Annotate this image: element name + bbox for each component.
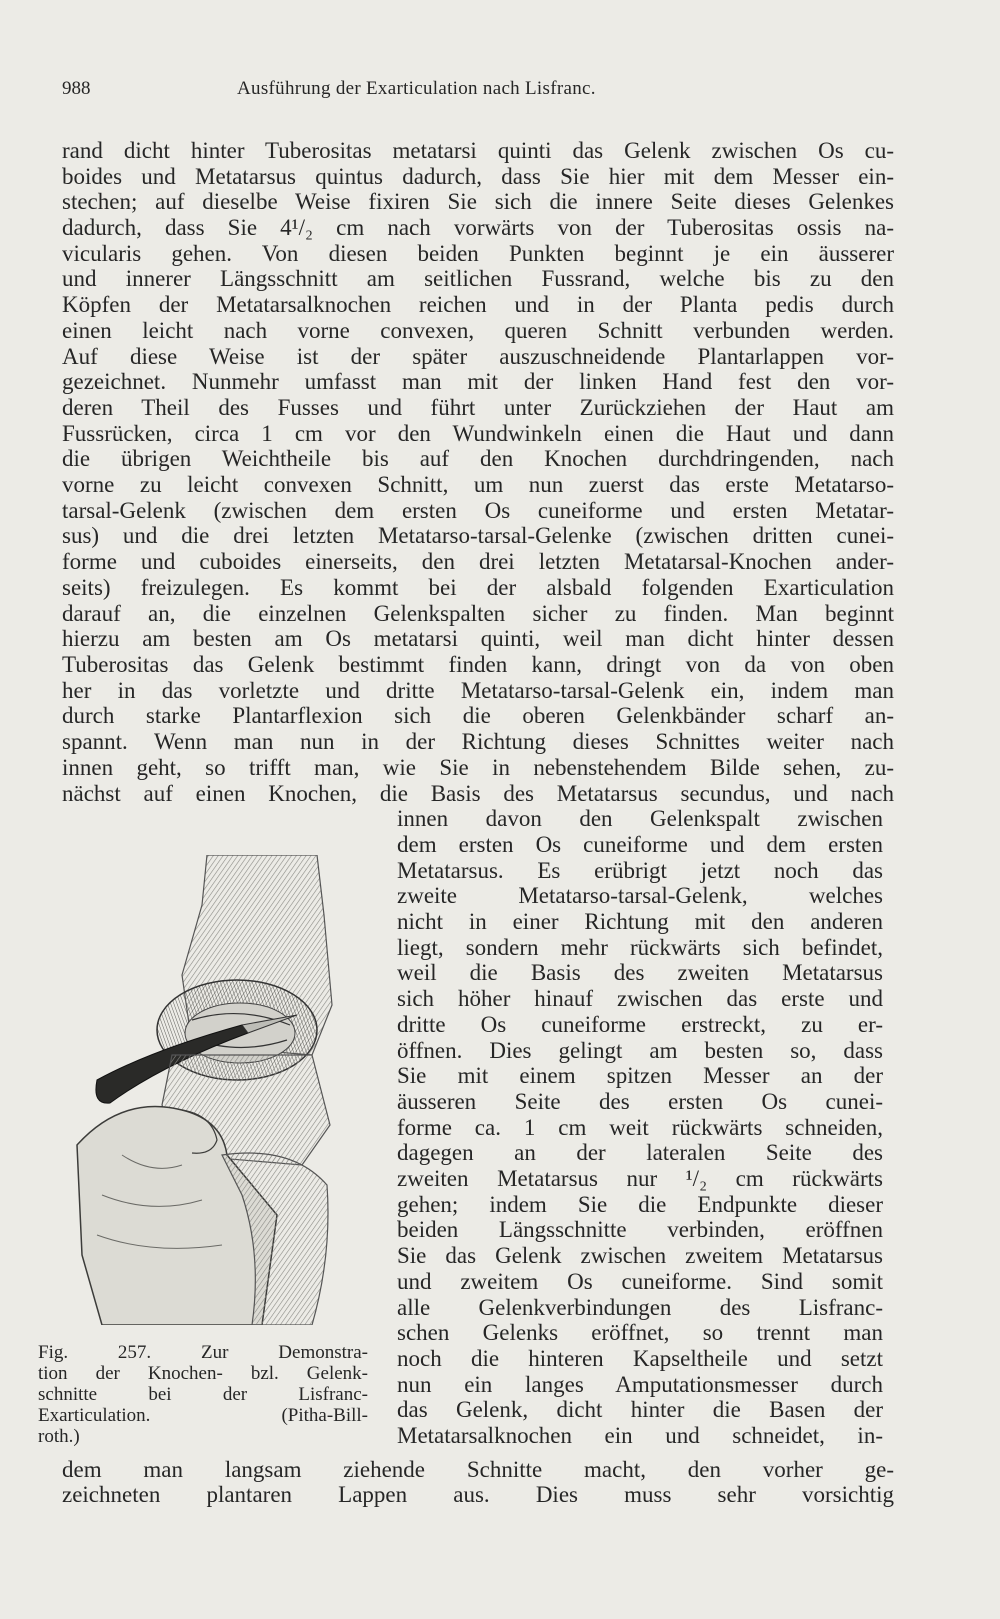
text-line: innen geht, so trifft man, wie Sie in nebenstehendem Bilde sehen, zu- bbox=[62, 755, 894, 780]
text-line: Auf diese Weise ist der später auszuschneidende Plantarlappen vor- bbox=[62, 344, 894, 369]
text-line: das Gelenk, dicht hinter die Basen der bbox=[397, 1397, 883, 1422]
page-header bbox=[62, 78, 902, 110]
text-line: dem ersten Os cuneiforme und dem ersten bbox=[397, 832, 883, 857]
text-line: her in das vorletzte und dritte Metatarso-tarsal-Gelenk ein, indem man bbox=[62, 678, 894, 703]
text-line: Tuberositas das Gelenk bestimmt finden kann, dringt von da von oben bbox=[62, 652, 894, 677]
text-line: schen Gelenks eröffnet, so trennt man bbox=[397, 1320, 883, 1345]
text-line: Metatarsalknochen ein und schneidet, in- bbox=[397, 1423, 883, 1448]
text-line: vorne zu leicht convexen Schnitt, um nun zuerst das erste Metatarso- bbox=[62, 472, 894, 497]
text-line: gehen; indem Sie die Endpunkte dieser bbox=[397, 1192, 883, 1217]
text-line: Fussrücken, circa 1 cm vor den Wundwinkeln einen die Haut und dann bbox=[62, 421, 894, 446]
text-line: boides und Metatarsus quintus dadurch, dass Sie hier mit dem Messer ein- bbox=[62, 164, 894, 189]
text-line: rand dicht hinter Tuberositas metatarsi quinti das Gelenk zwischen Os cu- bbox=[62, 138, 894, 163]
text-line: und innerer Längsschnitt am seitlichen Fussrand, welche bis zu den bbox=[62, 266, 894, 291]
caption-line: Fig. 257. Zur Demonstra- bbox=[38, 1342, 368, 1363]
text-line: liegt, sondern mehr rückwärts sich befindet, bbox=[397, 935, 883, 960]
text-line: nicht in einer Richtung mit den anderen bbox=[397, 909, 883, 934]
caption-line: Exarticulation. (Pitha-Bill- bbox=[38, 1405, 368, 1426]
text-line: zweiten Metatarsus nur ¹/₂ cm rückwärts bbox=[397, 1166, 883, 1191]
text-line: Sie mit einem spitzen Messer an der bbox=[397, 1063, 883, 1088]
surgical-illustration bbox=[62, 855, 372, 1325]
text-line: darauf an, die einzelnen Gelenkspalten sicher zu finden. Man beginnt bbox=[62, 601, 894, 626]
text-line: nächst auf einen Knochen, die Basis des Metatarsus secundus, und nach bbox=[62, 781, 894, 806]
text-line: sich höher hinauf zwischen das erste und bbox=[397, 986, 883, 1011]
text-line: Sie das Gelenk zwischen zweitem Metatarsus bbox=[397, 1243, 883, 1268]
text-line: vicularis gehen. Von diesen beiden Punkten beginnt je ein äusserer bbox=[62, 241, 894, 266]
text-line: tarsal-Gelenk (zwischen dem ersten Os cuneiforme und ersten Metatar- bbox=[62, 498, 894, 523]
text-line: stechen; auf dieselbe Weise fixiren Sie sich die innere Seite dieses Gelenkes bbox=[62, 189, 894, 214]
text-line: sus) und die drei letzten Metatarso-tarsal-Gelenke (zwischen dritten cunei- bbox=[62, 523, 894, 548]
text-line: forme ca. 1 cm weit rückwärts schneiden, bbox=[397, 1115, 883, 1140]
text-line: äusseren Seite des ersten Os cunei- bbox=[397, 1089, 883, 1114]
text-line: dagegen an der lateralen Seite des bbox=[397, 1140, 883, 1165]
text-line: zweite Metatarso-tarsal-Gelenk, welches bbox=[397, 883, 883, 908]
text-line: alle Gelenkverbindungen des Lisfranc- bbox=[397, 1295, 883, 1320]
text-line: gezeichnet. Nunmehr umfasst man mit der linken Hand fest den vor- bbox=[62, 369, 894, 394]
text-line: beiden Längsschnitte verbinden, eröffnen bbox=[397, 1217, 883, 1242]
figure-caption bbox=[38, 1342, 368, 1447]
running-title: Ausführung der Exarticulation nach Lisfranc. bbox=[237, 78, 596, 99]
text-line: einen leicht nach vorne convexen, queren Schnitt verbunden werden. bbox=[62, 318, 894, 343]
text-line: Köpfen der Metatarsalknochen reichen und in der Planta pedis durch bbox=[62, 292, 894, 317]
text-line: und zweitem Os cuneiforme. Sind somit bbox=[397, 1269, 883, 1294]
caption-line: tion der Knochen- bzl. Gelenk- bbox=[38, 1363, 368, 1384]
text-line: forme und cuboides einerseits, den drei letzten Metatarsal-Knochen ander- bbox=[62, 549, 894, 574]
caption-line: roth.) bbox=[38, 1426, 80, 1447]
text-line: seits) freizulegen. Es kommt bei der alsbald folgenden Exarticulation bbox=[62, 575, 894, 600]
text-line: Metatarsus. Es erübrigt jetzt noch das bbox=[397, 858, 883, 883]
text-line: nun ein langes Amputationsmesser durch bbox=[397, 1372, 883, 1397]
text-line: dem man langsam ziehende Schnitte macht, den vorher ge- bbox=[62, 1457, 894, 1482]
text-line: hierzu am besten am Os metatarsi quinti, weil man dicht hinter dessen bbox=[62, 626, 894, 651]
page-number: 988 bbox=[62, 78, 91, 99]
text-line: dadurch, dass Sie 4¹/₂ cm nach vorwärts von der Tuberositas ossis na- bbox=[62, 215, 894, 240]
text-line: spannt. Wenn man nun in der Richtung dieses Schnittes weiter nach bbox=[62, 729, 894, 754]
text-line: durch starke Plantarflexion sich die oberen Gelenkbänder scharf an- bbox=[62, 703, 894, 728]
text-line: die übrigen Weichtheile bis auf den Knochen durchdringenden, nach bbox=[62, 446, 894, 471]
text-line: noch die hinteren Kapseltheile und setzt bbox=[397, 1346, 883, 1371]
text-line: weil die Basis des zweiten Metatarsus bbox=[397, 960, 883, 985]
text-line: deren Theil des Fusses und führt unter Zurückziehen der Haut am bbox=[62, 395, 894, 420]
text-line: öffnen. Dies gelingt am besten so, dass bbox=[397, 1038, 883, 1063]
caption-line: schnitte bei der Lisfranc- bbox=[38, 1384, 368, 1405]
text-line: zeichneten plantaren Lappen aus. Dies muss sehr vorsichtig bbox=[62, 1482, 894, 1507]
text-line: innen davon den Gelenkspalt zwischen bbox=[397, 806, 883, 831]
text-line: dritte Os cuneiforme erstreckt, zu er- bbox=[397, 1012, 883, 1037]
